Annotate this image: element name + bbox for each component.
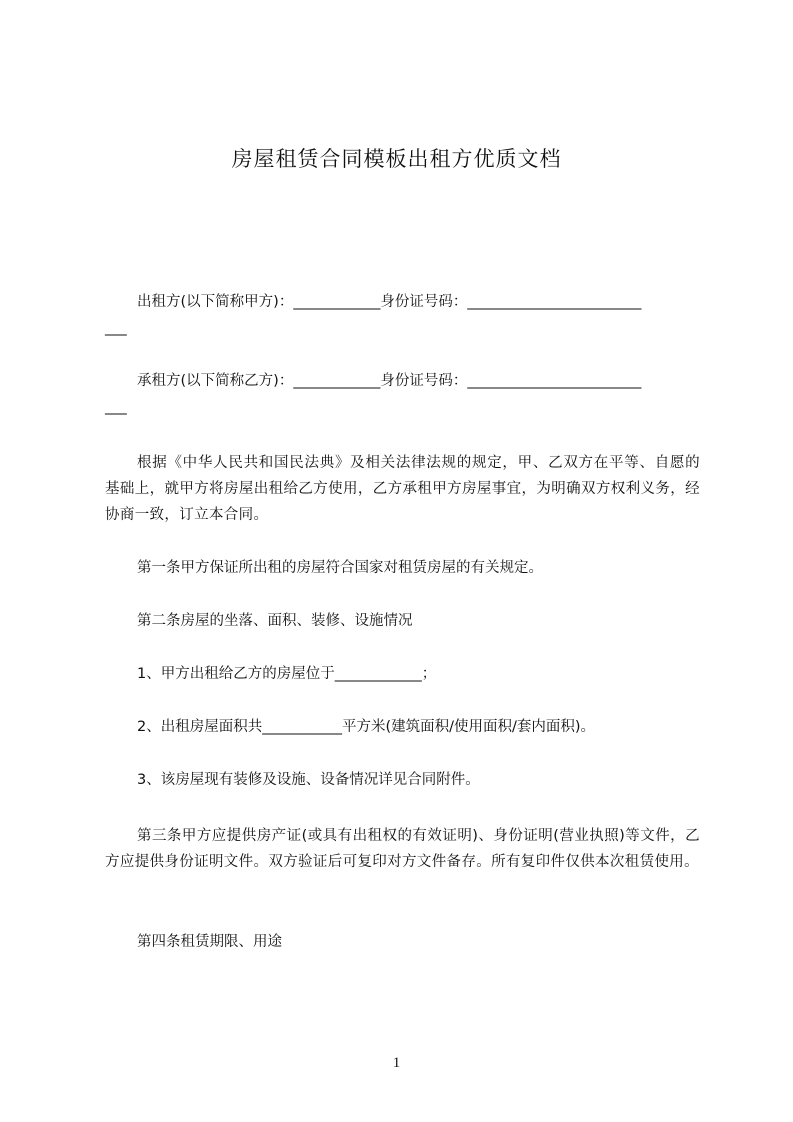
lessee-line: 承租方(以下简称乙方)：____________身份证号码：________________________ [137, 373, 642, 389]
article-2-item-2: 2、出租房屋面积共___________平方米(建筑面积/使用面积/套内面积)。 [137, 719, 596, 735]
lessee-line-continued: ___ [105, 399, 127, 415]
page-number: 1 [392, 1055, 401, 1071]
document-title: 房屋租赁合同模板出租方优质文档 [231, 147, 562, 171]
intro-paragraph: 根据《中华人民共和国民法典》及相关法律法规的规定，甲、乙双方在平等、自愿的基础上，就甲方将房屋出租给乙方使用，乙方承租甲方房屋事宜，为明确双方权利义务，经协商一致，订立本合同。 [105, 455, 700, 523]
lessor-line-continued: ___ [105, 320, 127, 336]
article-3-paragraph: 第三条甲方应提供房产证(或具有出租权的有效证明)、身份证明(营业执照)等文件，乙方应提供身份证明文件。双方验证后可复印对方文件备存。所有复印件仅供本次租赁使用。 [105, 828, 700, 870]
article-2-heading: 第二条房屋的坐落、面积、装修、设施情况 [137, 613, 413, 629]
lessor-line: 出租方(以下简称甲方)：____________身份证号码：________________________ [137, 294, 642, 310]
article-1: 第一条甲方保证所出租的房屋符合国家对租赁房屋的有关规定。 [137, 560, 543, 576]
article-2-item-3: 3、该房屋现有装修及设施、设备情况详见合同附件。 [137, 772, 480, 788]
article-4-heading: 第四条租赁期限、用途 [137, 934, 282, 950]
article-2-item-1: 1、甲方出租给乙方的房屋位于____________； [137, 666, 437, 682]
